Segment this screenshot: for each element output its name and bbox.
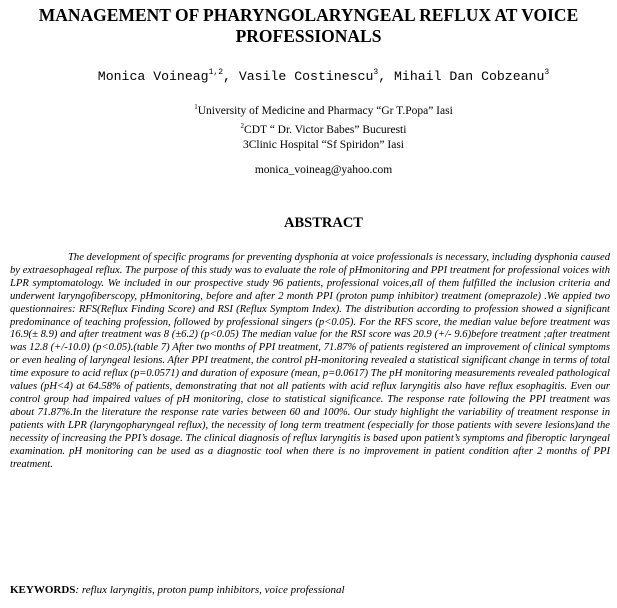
affiliation-mark: 2 <box>240 122 245 130</box>
title-line-1: MANAGEMENT OF PHARYNGOLARYNGEAL REFLUX AT VOICE <box>38 5 579 25</box>
author-name: Vasile Costinescu <box>238 69 374 84</box>
abstract-body: The development of specific programs for preventing dysphonia at voice professionals is necessary, including dysphonia caused by extraesophageal reflux. The purpose of this study was to evaluate the role of pHmonitoring and PPI treatment for professional voices with LPR symptomatology. We included in our prospective study 96 patients, professional voices,all of them fulfilled the inclusion criteria and underwent laryngofiberscopy, pHmonitoring, before and after 2 month PPI (proton pump inhibitor) treatment (omeprazole) .We appied two questionnaires: RFS(Reflux Finding Score) and RSI (Reflux Symptom Index). The distribution according to profession showed a significant predominance of teaching profession, followed by professional singers (p<0.05). For the RFS score, the median value before treatment was 16.9(± 8.9) and after treatment was 8 (±6.2) (p<0.05) The median value for the RSI score was 20.9 (+/- 9.6)before treatment ;after treatment was 12.8 (+/-10.0) (p<0.05).(table 7) After two months of PPI treatment, 71.87% of patients registered an improvement of clinical symptoms or even healing of laryngeal lesions. After PPI treatment, the control pH-monitoring revealed a statistical significant change in terms of total time exposure to acid reflux (p=0.0571) and duration of exposure (mean, p=0.0617) The pH monitoring measurements revealed pathological values (pH<4) at 64.58% of patients, demonstrating that not all patients with acid reflux laryngitis also have reflux esophagitis. Even our control group had impaired values of pH monitoring, close to statistical significance. The response rate following the PPI treatment was about 71.87%.In the literature the response rate varies between 60 and 100%. Our study highlight the variability of treatment response in patients with LPR (laryngopharyngeal reflux), the necessity of long term treatment (especially for those patients with severe lesions)and the necessity of increasing the PPI’s dosage. The clinical diagnosis of reflux laryngitis is based upon patient’s symptoms and fiberoptic laryngeal examination. pH monitoring can be used as a diagnostic tool when there is no improvement in patient condition after 2 months of PPI treatment. <box>10 252 610 470</box>
affiliation-line <box>30 119 617 138</box>
affiliation-mark: 1 <box>194 103 198 111</box>
affiliation-line <box>30 100 617 119</box>
paper-title <box>0 5 617 47</box>
affiliation-text: CDT “ Dr. Victor Babes” Bucuresti <box>244 124 407 136</box>
author-affiliation-mark: 1,2 <box>208 68 223 77</box>
keywords-label: KEYWORDS <box>10 584 76 596</box>
author-affiliation-mark: 3 <box>544 68 550 77</box>
title-line-2: PROFESSIONALS <box>235 26 382 46</box>
author-separator: , <box>223 69 239 84</box>
author-name: Mihail Dan Cobzeanu <box>394 69 545 84</box>
author-name: Monica Voineag <box>97 69 209 84</box>
author-separator: , <box>378 69 395 84</box>
affiliation-text: University of Medicine and Pharmacy “Gr T.Popa” Iasi <box>197 105 453 117</box>
abstract-heading: ABSTRACT <box>284 215 363 231</box>
author-list <box>0 64 617 86</box>
keywords-line <box>10 583 610 597</box>
author-email: monica_voineag@yahoo.com <box>254 164 393 176</box>
affiliation-text: 3Clinic Hospital “Sf Spiridon” Iasi <box>243 139 404 151</box>
author-affiliation-mark: 3 <box>373 68 379 77</box>
affiliation-list <box>0 100 617 153</box>
keywords-text: : reflux laryngitis, proton pump inhibitors, voice professional <box>75 584 345 596</box>
affiliation-line <box>30 138 617 153</box>
